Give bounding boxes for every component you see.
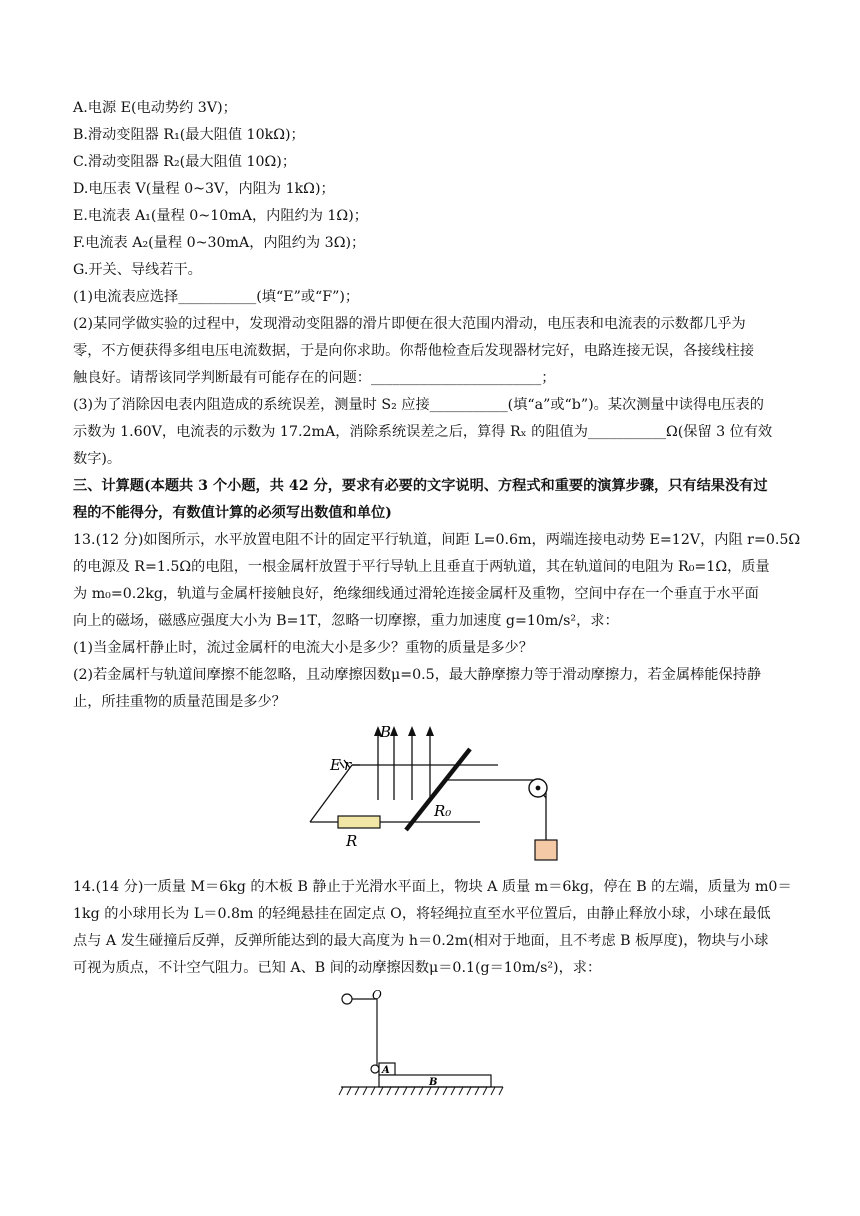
option-g: G.开关、导线若干。 <box>73 262 202 278</box>
option-b: B.滑动变阻器 R₁(最大阻值 10kΩ)； <box>73 127 305 143</box>
problem-14-line-3: 点与 A 发生碰撞后反弹，反弹所能达到的最大高度为 h＝0.2m(相对于地面，且不考虑 B 板厚度)，物块与小球 <box>73 933 769 949</box>
resistor-icon <box>338 816 380 828</box>
question-3-line-1: (3)为了消除因电表内阻造成的系统误差，测量时 S₂ 应接___________(填“a”或“b”)。某次测量中读得电压表的 <box>73 397 764 413</box>
block-a-label: A <box>382 1065 390 1076</box>
problem-13-sub-2-line-1: (2)若金属杆与轨道间摩擦不能忽略，且动摩擦因数μ=0.5，最大静摩擦力等于滑动摩擦力，若金属棒能保持静 <box>73 667 762 683</box>
problem-14-line-1: 14.(14 分)一质量 M＝6kg 的木板 B 静止于光滑水平面上，物块 A 质量 m＝6kg，停在 B 的左端，质量为 m0＝ <box>73 879 792 895</box>
board-b-label: B <box>429 1077 438 1088</box>
weight-block <box>535 840 557 860</box>
problem-13-line-3: 为 m₀=0.2kg，轨道与金属杆接触良好，绝缘细线通过滑轮连接金属杆及重物，空间中存在一个垂直于水平面 <box>73 586 759 602</box>
option-f: F.电流表 A₂(量程 0~30mA，内阻约为 3Ω)； <box>73 235 366 251</box>
ball-lowest-icon <box>371 1065 379 1073</box>
rail-circuit-figure <box>300 718 570 863</box>
problem-13-sub-1: (1)当金属杆静止时，流过金属杆的电流大小是多少？重物的质量是多少？ <box>73 640 533 656</box>
option-e: E.电流表 A₁(量程 0~10mA，内阻约为 1Ω)； <box>73 208 368 224</box>
question-2-line-1: (2)某同学做实验的过程中，发现滑动变阻器的滑片即便在很大范围内滑动，电压表和电流表的示数都几乎为 <box>73 316 746 332</box>
problem-14-line-4: 可视为质点，不计空气阻力。已知 A、B 间的动摩擦因数μ＝0.1(g＝10m/s²)，求： <box>73 960 602 976</box>
section-heading-line-2: 程的不能得分，有数值计算的必须写出数值和单位) <box>73 505 392 521</box>
internal-resistance-label: r <box>344 756 352 774</box>
option-c: C.滑动变阻器 R₂(最大阻值 10Ω)； <box>73 154 297 170</box>
problem-13-sub-2-line-2: 止，所挂重物的质量范围是多少？ <box>73 694 286 710</box>
pendulum-board-figure <box>335 988 505 1106</box>
section-heading-line-1: 三、计算题(本题共 3 个小题，共 42 分，要求有必要的文字说明、方程式和重要的演算步骤，只有结果没有过 <box>73 478 768 494</box>
question-3-line-2: 示数为 1.60V，电流表的示数为 17.2mA，消除系统误差之后，算得 Rₓ 的阻值为___________Ω(保留 3 位有效 <box>73 424 773 440</box>
ball-start-icon <box>342 994 352 1004</box>
question-1: (1)电流表应选择___________(填“E”或“F”)； <box>73 289 360 305</box>
field-label: B <box>380 723 392 741</box>
problem-13-line-1: 13.(12 分)如图所示，水平放置电阻不计的固定平行轨道，间距 L=0.6m，两端连接电动势 E=12V，内阻 r=0.5Ω <box>73 532 801 548</box>
question-2-line-3: 触良好。请帮该同学判断最有可能存在的问题：________________________； <box>73 370 556 386</box>
option-a: A.电源 E(电动势约 3V)； <box>73 100 237 116</box>
question-2-line-2: 零，不方便获得多组电压电流数据，于是向你求助。你帮他检查后发现器材完好，电路连接无误，各接线柱接 <box>73 343 755 359</box>
problem-14-line-2: 1kg 的小球用长为 L＝0.8m 的轻绳悬挂在固定点 O，将轻绳拉直至水平位置后，由静止释放小球，小球在最低 <box>73 906 771 922</box>
problem-13-line-2: 的电源及 R=1.5Ω的电阻，一根金属杆放置于平行导轨上且垂直于两轨道，其在轨道间的电阻为 R₀=1Ω，质量 <box>73 559 770 575</box>
problem-13-line-4: 向上的磁场，磁感应强度大小为 B=1T，忽略一切摩擦，重力加速度 g=10m/s²，求： <box>73 613 619 629</box>
emf-label: E <box>330 756 341 774</box>
pivot-label: O <box>372 988 382 1002</box>
resistor-label: R <box>346 832 358 850</box>
question-3-line-3: 数字)。 <box>73 451 122 467</box>
option-d: D.电压表 V(量程 0~3V，内阻为 1kΩ)； <box>73 181 335 197</box>
rod-resistance-label: R₀ <box>434 802 452 820</box>
ground-hatching <box>339 1087 503 1095</box>
